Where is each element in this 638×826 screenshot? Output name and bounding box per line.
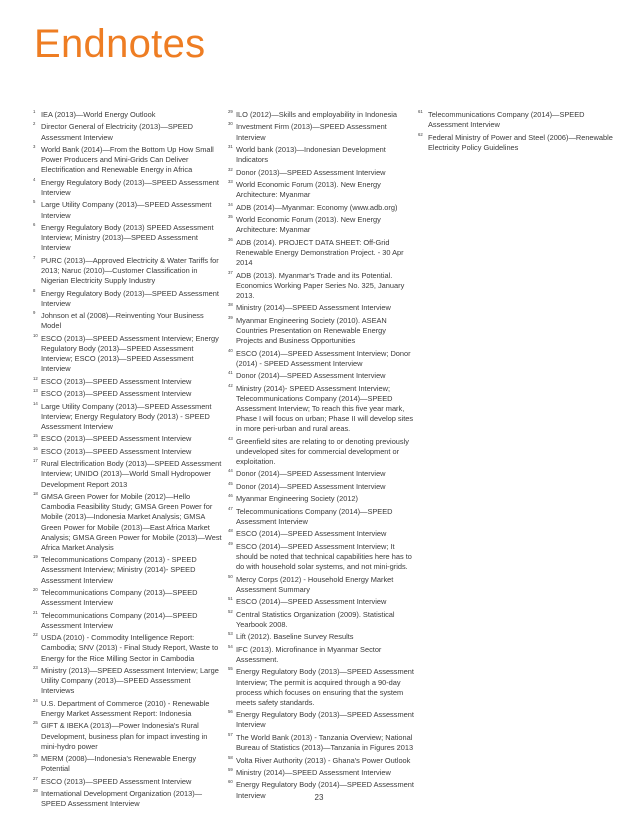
- endnote-number: 3: [33, 144, 36, 150]
- endnote-text: Central Statistics Organization (2009). Statistical Yearbook 2008.: [236, 609, 395, 629]
- endnote-item: [228, 122, 414, 142]
- endnote-number: 31: [228, 144, 233, 150]
- endnote-number: 26: [33, 753, 38, 759]
- endnote-text: Telecommunications Company (2013)—SPEED Assessment Interview: [41, 588, 198, 608]
- endnote-text: Ministry (2014)- SPEED Assessment Interview; Telecommunications Company (2014)—SPEED Assessment Interview; To reach this five year mark, Phase I will focus on urban; Phase II will develop sites in more peri-urban and rural areas.: [236, 383, 414, 434]
- endnote-item: [228, 632, 414, 642]
- endnote-text: Telecommunications Company (2013) - SPEED Assessment Interview; Ministry (2014)- SPEED Assessment Interview: [41, 555, 197, 585]
- endnote-item: [228, 437, 414, 467]
- endnote-item: [33, 311, 223, 331]
- endnote-number: 39: [228, 314, 233, 320]
- endnote-number: 10: [33, 332, 38, 338]
- endnote-text: ESCO (2014)—SPEED Assessment Interview; It should be noted that technical capabilities here has to do with household solar systems, and not mini-grids.: [236, 541, 412, 572]
- endnote-text: ESCO (2013)—SPEED Assessment Interview: [41, 434, 192, 444]
- endnote-item: [33, 754, 223, 774]
- endnote-text: Telecommunications Company (2014)—SPEED Assessment Interview: [428, 110, 585, 130]
- endnote-text: Donor (2014)—SPEED Assessment Interview: [236, 371, 386, 381]
- endnote-item: [228, 168, 414, 178]
- endnote-text: Large Utility Company (2013)—SPEED Assessment Interview; Energy Regulatory Body (2013) - SPEED Assessment Interview: [41, 401, 212, 431]
- endnote-text: ADB (2013). Myanmar's Trade and its Potential. Economics Working Paper Series No. 325, January 2013.: [236, 270, 405, 300]
- endnote-number: 1: [33, 109, 36, 114]
- endnote-number: 61: [418, 109, 423, 114]
- endnote-number: 21: [33, 609, 38, 615]
- endnotes-column-1: [33, 110, 223, 812]
- endnote-text: World bank (2013)—Indonesian Development Indicators: [236, 145, 386, 165]
- endnote-text: ESCO (2013)—SPEED Assessment Interview; Energy Regulatory Body (2013)—SPEED Assessment Interview; ESCO (2013)—SPEED Assessment Interview: [41, 333, 219, 374]
- endnote-text: Large Utility Company (2013)—SPEED Assessment Interview: [41, 200, 212, 220]
- endnote-number: 20: [33, 587, 38, 593]
- endnote-text: ADB (2014)—Myanmar: Economy (www.adb.org): [236, 202, 398, 212]
- endnote-text: Donor (2014)—SPEED Assessment Interview: [236, 469, 386, 479]
- endnote-number: 52: [228, 608, 233, 614]
- endnote-number: 55: [228, 666, 233, 672]
- endnote-text: Ministry (2014)—SPEED Assessment Interview: [236, 767, 391, 777]
- endnote-number: 17: [33, 458, 38, 464]
- endnote-item: [33, 223, 223, 253]
- endnote-item: [228, 349, 414, 369]
- endnote-item: [228, 610, 414, 630]
- endnote-number: 33: [228, 179, 233, 185]
- endnote-number: 32: [228, 166, 233, 172]
- endnote-text: The World Bank (2013) - Tanzania Overview; National Bureau of Statistics (2013)—Tanzania in Figures 2013: [236, 732, 414, 753]
- endnote-number: 27: [33, 775, 38, 781]
- endnote-item: [33, 178, 223, 198]
- endnote-number: 49: [228, 540, 233, 546]
- endnote-number: 6: [33, 222, 36, 228]
- endnote-item: [228, 768, 414, 778]
- endnote-number: 29: [228, 109, 233, 114]
- endnote-item: [228, 180, 414, 200]
- endnote-text: Mercy Corps (2012) - Household Energy Market Assessment Summary: [236, 574, 394, 594]
- endnote-text: ESCO (2014)—SPEED Assessment Interview: [236, 529, 387, 539]
- endnote-item: [228, 215, 414, 235]
- endnote-number: 50: [228, 573, 233, 579]
- endnote-item: [33, 110, 223, 120]
- endnote-number: 34: [228, 201, 233, 207]
- endnote-number: 9: [33, 310, 36, 316]
- endnote-text: ESCO (2013)—SPEED Assessment Interview: [41, 376, 192, 386]
- endnote-item: [33, 699, 223, 719]
- endnote-text: Energy Regulatory Body (2013)—SPEED Assessment Interview: [236, 710, 414, 730]
- endnote-text: ADB (2014). PROJECT DATA SHEET: Off-Grid Renewable Energy Demonstration Project. - 30 Apr 2014: [236, 237, 404, 268]
- endnote-item: [228, 529, 414, 539]
- endnote-item: [228, 203, 414, 213]
- endnote-number: 47: [228, 505, 233, 511]
- endnote-number: 45: [228, 480, 233, 486]
- endnote-text: Donor (2013)—SPEED Assessment Interview: [236, 167, 386, 177]
- endnote-number: 60: [228, 779, 233, 785]
- endnote-item: [228, 597, 414, 607]
- endnotes-column-3: [418, 110, 614, 155]
- endnote-number: 44: [228, 468, 233, 474]
- endnote-text: USDA (2010) - Commodity Intelligence Report: Cambodia; SNV (2013) - Final Study Report, Waste to Energy for the Rice Milling Sector in Cambodia: [41, 633, 219, 663]
- endnote-text: IFC (2013). Microfinance in Myanmar Sector Assessment.: [236, 644, 382, 664]
- endnote-item: [33, 447, 223, 457]
- endnote-item: [228, 507, 414, 527]
- endnote-item: [33, 334, 223, 375]
- endnote-item: [33, 588, 223, 608]
- endnote-number: 15: [33, 433, 38, 439]
- endnote-text: Ministry (2013)—SPEED Assessment Interview; Large Utility Company (2013)—SPEED Assessment Interviews: [41, 666, 219, 696]
- endnote-text: World Bank (2014)—From the Bottom Up How Small Power Producers and Mini-Grids Can Deliver Electrification and Renewable Energy in Africa: [41, 145, 214, 175]
- endnote-text: Myanmar Engineering Society (2010). ASEAN Countries Presentation on Renewable Energy Projects and Business Opportunities: [236, 315, 387, 346]
- endnote-number: 56: [228, 709, 233, 715]
- endnote-text: ESCO (2014)—SPEED Assessment Interview; Donor (2014) - SPEED Assessment Interview: [236, 348, 411, 368]
- endnote-text: ILO (2012)—Skills and employability in Indonesia: [236, 110, 398, 119]
- endnote-text: Donor (2014)—SPEED Assessment Interview: [236, 481, 386, 491]
- endnote-item: [33, 666, 223, 696]
- endnote-number: 2: [33, 121, 36, 127]
- endnote-text: ESCO (2013)—SPEED Assessment Interview: [41, 389, 192, 399]
- endnote-item: [228, 575, 414, 595]
- endnote-text: International Development Organization (2013)—SPEED Assessment Interview: [41, 789, 203, 809]
- endnote-item: [418, 110, 614, 130]
- endnote-text: ESCO (2013)—SPEED Assessment Interview: [41, 446, 192, 456]
- endnote-text: Ministry (2014)—SPEED Assessment Interview: [236, 303, 391, 313]
- endnote-item: [228, 645, 414, 665]
- endnote-item: [33, 611, 223, 631]
- endnote-text: ESCO (2013)—SPEED Assessment Interview: [41, 776, 192, 786]
- endnote-number: 40: [228, 347, 233, 353]
- endnote-item: [228, 542, 414, 572]
- endnote-number: 16: [33, 445, 38, 451]
- endnote-text: U.S. Department of Commerce (2010) - Renewable Energy Market Assessment Report: Indonesia: [41, 698, 210, 718]
- endnote-item: [228, 110, 414, 120]
- endnote-number: 25: [33, 720, 38, 726]
- endnote-text: ESCO (2014)—SPEED Assessment Interview: [236, 597, 387, 607]
- endnote-item: [33, 555, 223, 585]
- endnote-item: [33, 402, 223, 432]
- endnote-item: [228, 316, 414, 346]
- endnote-text: Energy Regulatory Body (2013)—SPEED Assessment Interview; The permit is acquired through a 90-day process which focuses on ensuring that the system meets safety standards.: [236, 667, 414, 707]
- endnote-item: [33, 777, 223, 787]
- endnote-number: 4: [33, 176, 36, 182]
- endnote-text: Energy Regulatory Body (2013) SPEED Assessment Interview; Ministry (2013)—SPEED Assessment Interview: [41, 223, 214, 253]
- endnote-text: Volta River Authority (2013) - Ghana's Power Outlook: [236, 755, 411, 765]
- endnote-item: [228, 710, 414, 730]
- endnote-item: [228, 271, 414, 301]
- endnote-item: [33, 289, 223, 309]
- endnote-item: [228, 303, 414, 313]
- endnote-number: 42: [228, 382, 233, 388]
- endnote-item: [228, 756, 414, 766]
- endnote-text: PURC (2013)—Approved Electricity & Water Tariffs for 2013; Naruc (2010)—Customer Classification in Nigerian Electricity Supply Industry: [41, 255, 219, 286]
- endnote-number: 51: [228, 596, 233, 602]
- endnote-number: 28: [33, 788, 38, 794]
- page-number: 23: [314, 793, 324, 802]
- endnote-number: 5: [33, 199, 36, 205]
- endnote-text: Greenfield sites are relating to or denoting previously undeveloped sites for commercial development or exploitation.: [236, 436, 409, 466]
- endnote-number: 23: [33, 665, 38, 671]
- endnote-text: Myanmar Engineering Society (2012): [236, 494, 359, 504]
- endnote-number: 22: [33, 632, 38, 638]
- endnote-text: MERM (2008)—Indonesia's Renewable Energy Potential: [41, 754, 197, 774]
- endnote-item: [228, 371, 414, 381]
- endnote-text: Energy Regulatory Body (2013)—SPEED Assessment Interview: [41, 288, 219, 308]
- endnote-number: 36: [228, 236, 233, 242]
- endnote-text: Johnson et al (2008)—Reinventing Your Business Model: [41, 311, 204, 331]
- endnote-number: 7: [33, 254, 36, 260]
- endnote-text: Telecommunications Company (2014)—SPEED Assessment Interview: [236, 506, 393, 526]
- endnote-text: Investment Firm (2013)—SPEED Assessment Interview: [236, 122, 387, 142]
- endnote-item: [33, 256, 223, 286]
- page-title: Endnotes: [34, 22, 206, 66]
- endnote-number: 43: [228, 435, 233, 441]
- endnote-text: Telecommunications Company (2014)—SPEED Assessment Interview: [41, 610, 198, 630]
- endnote-item: [33, 492, 223, 553]
- endnote-item: [33, 389, 223, 399]
- endnote-number: 19: [33, 554, 38, 560]
- endnote-item: [228, 494, 414, 504]
- endnote-number: 37: [228, 269, 233, 275]
- endnote-item: [228, 482, 414, 492]
- endnote-number: 57: [228, 731, 233, 737]
- endnote-number: 12: [33, 375, 38, 381]
- endnotes-column-2: [228, 110, 414, 803]
- endnote-text: Federal Ministry of Power and Steel (2006)—Renewable Electricity Policy Guidelines: [428, 132, 613, 152]
- endnote-item: [228, 384, 414, 435]
- endnote-number: 14: [33, 400, 38, 406]
- endnote-number: 38: [228, 302, 233, 308]
- endnote-number: 58: [228, 754, 233, 760]
- endnote-text: GMSA Green Power for Mobile (2012)—Hello Cambodia Feasibility Study; GMSA Green Power for Mobile (2013)—Indonesia Market Analysis; GMSA Green Power for Mobile (2013)—East Africa Market Analysis; GMSA Green Power for Mobile (2013)—West Africa Market Analysis: [41, 492, 222, 552]
- endnote-item: [33, 145, 223, 175]
- endnote-number: 35: [228, 214, 233, 220]
- endnote-number: 13: [33, 388, 38, 394]
- endnote-number: 18: [33, 491, 38, 497]
- endnote-item: [33, 377, 223, 387]
- endnote-item: [228, 667, 414, 708]
- endnote-item: [33, 459, 223, 489]
- endnote-item: [33, 122, 223, 142]
- endnote-number: 48: [228, 528, 233, 534]
- endnote-text: Director General of Electricity (2013)—SPEED Assessment Interview: [41, 122, 193, 142]
- endnote-text: IEA (2013)—World Energy Outlook: [41, 110, 156, 119]
- endnote-number: 8: [33, 287, 36, 293]
- endnote-item: [228, 145, 414, 165]
- endnote-number: 62: [418, 131, 423, 137]
- endnote-item: [228, 469, 414, 479]
- endnote-item: [33, 434, 223, 444]
- endnote-text: Energy Regulatory Body (2013)—SPEED Assessment Interview: [41, 177, 219, 197]
- endnote-item: [33, 633, 223, 663]
- endnote-number: 54: [228, 643, 233, 649]
- endnote-text: Energy Regulatory Body (2014)—SPEED Assessment Interview: [236, 780, 414, 800]
- endnote-number: 46: [228, 493, 233, 499]
- endnote-number: 30: [228, 121, 233, 127]
- endnote-item: [228, 733, 414, 753]
- endnote-number: 59: [228, 766, 233, 772]
- endnote-text: Lift (2012). Baseline Survey Results: [236, 632, 354, 642]
- endnote-text: World Economic Forum (2013). New Energy Architecture: Myanmar: [236, 180, 381, 200]
- endnote-number: 53: [228, 631, 233, 637]
- endnote-text: GIFT & IBEKA (2013)—Power Indonesia's Rural Development, business plan for impact investing in mini-hydro power: [41, 721, 208, 751]
- endnote-item: [418, 133, 614, 153]
- endnote-number: 41: [228, 370, 233, 376]
- endnote-text: Rural Electrification Body (2013)—SPEED Assessment Interview; UNIDO (2013)—World Small Hydropower Development Report 2013: [41, 459, 222, 489]
- endnote-item: [228, 238, 414, 268]
- endnote-text: World Economic Forum (2013). New Energy Architecture: Myanmar: [236, 215, 381, 235]
- endnote-item: [33, 721, 223, 751]
- endnote-number: 24: [33, 697, 38, 703]
- endnote-item: [33, 200, 223, 220]
